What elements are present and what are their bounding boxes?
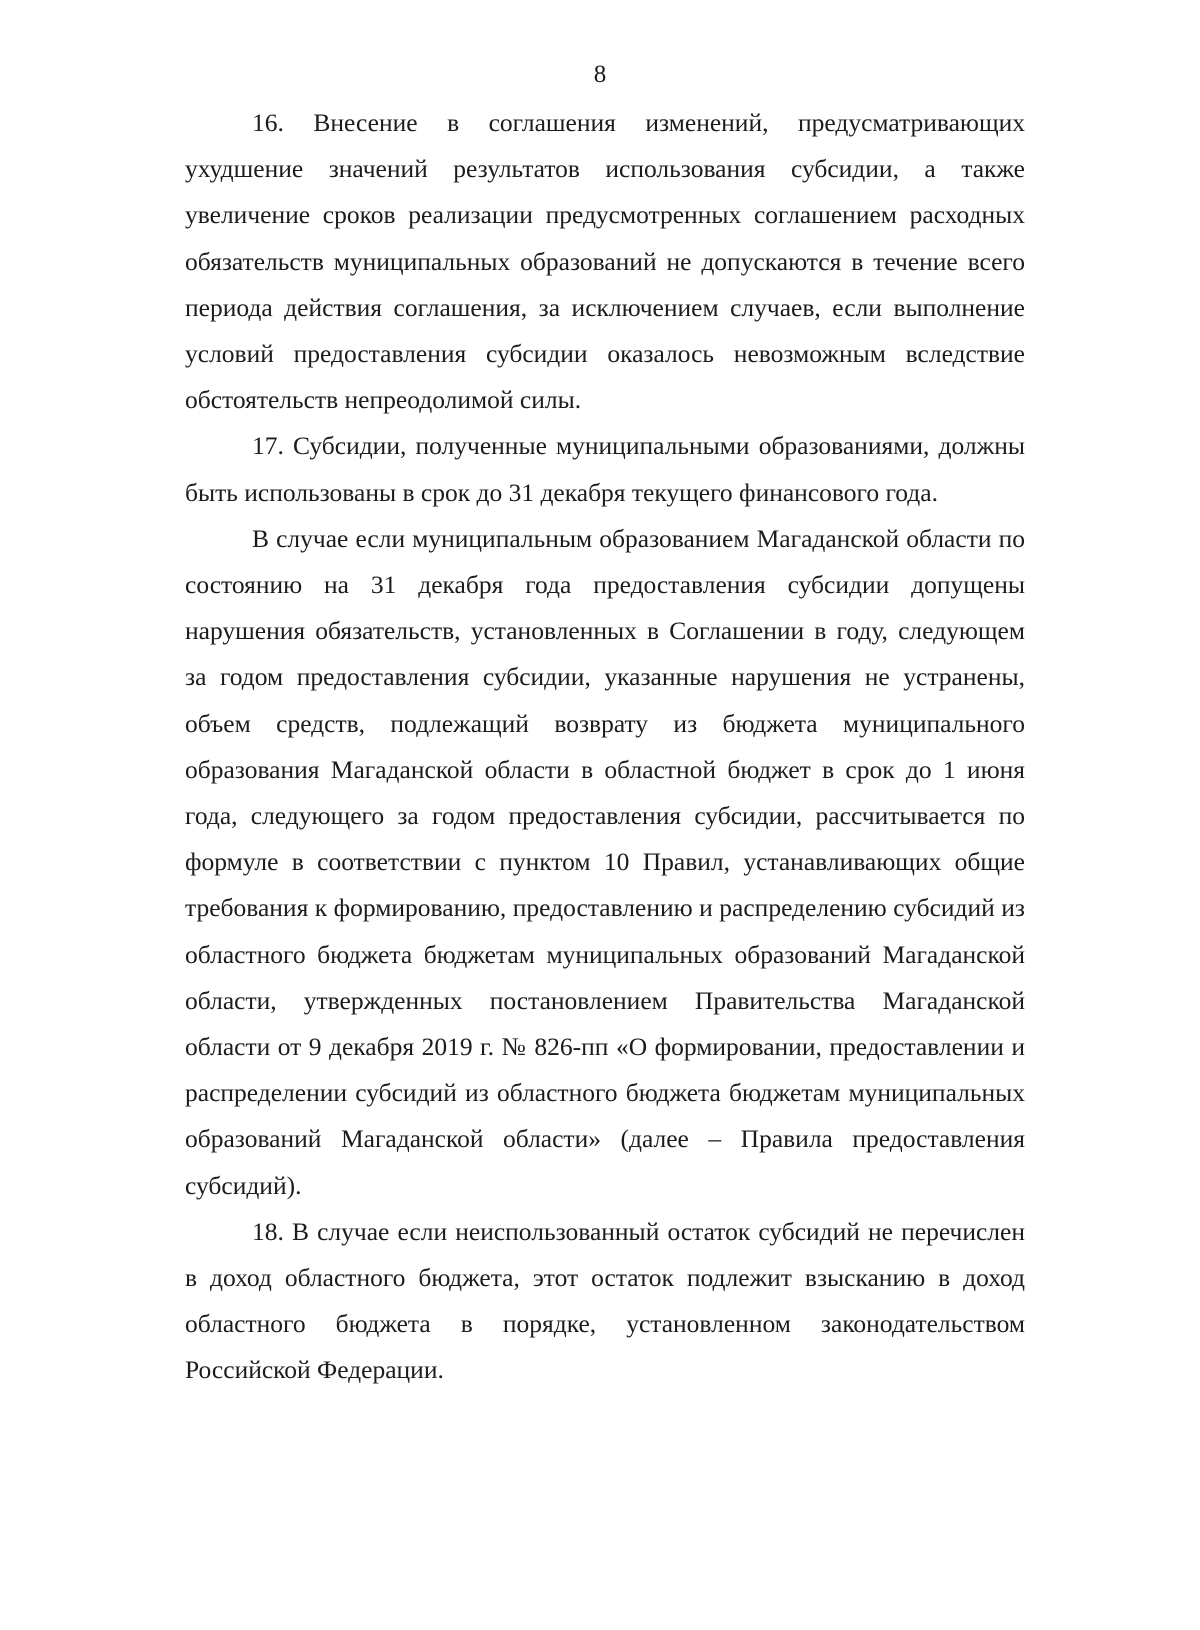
paragraph-18: 18. В случае если неиспользованный остаток субсидий не перечислен в доход областного бюджета, этот остаток подлежит взысканию в доход областного бюджета в порядке, установленном законодательством Российской Федерации. bbox=[185, 1216, 1025, 1385]
paragraph-17: 17. Субсидии, полученные муниципальными образованиями, должны быть использованы в срок до 31 декабря текущего финансового года. bbox=[185, 431, 1025, 507]
paragraph-17-continuation: В случае если муниципальным образованием Магаданской области по состоянию на 31 декабря года предоставления субсидии допущены нарушения обязательств, установленных в Соглашении в году, следующем за годом предоставления субсидии, указанные нарушения не устранены, объем средств, подлежащий возврату из бюджета муниципального образования Магаданской области в областной бюджет в срок до 1 июня года, следующего за годом предоставления субсидии, рассчитывается по формуле в соответствии с пунктом 10 Правил, устанавливающих общие требования к формированию, предоставлению и распределению субсидий из областного бюджета бюджетам муниципальных образований Магаданской области, утвержденных постановлением Правительства Магаданской области от 9 декабря 2019 г. № 826-пп «О формировании, предоставлении и распределении субсидий из областного бюджета бюджетам муниципальных образований Магаданской области» (далее – Правила предоставления субсидий). bbox=[185, 523, 1025, 1200]
page-number: 8 bbox=[593, 61, 607, 88]
document-body bbox=[185, 100, 1025, 1394]
paragraph-16: 16. Внесение в соглашения изменений, предусматривающих ухудшение значений результатов использования субсидии, а также увеличение сроков реализации предусмотренных соглашением расходных обязательств муниципальных образований не допускаются в течение всего периода действия соглашения, за исключением случаев, если выполнение условий предоставления субсидии оказалось невозможным вследствие обстоятельств непреодолимой силы. bbox=[185, 108, 1025, 415]
